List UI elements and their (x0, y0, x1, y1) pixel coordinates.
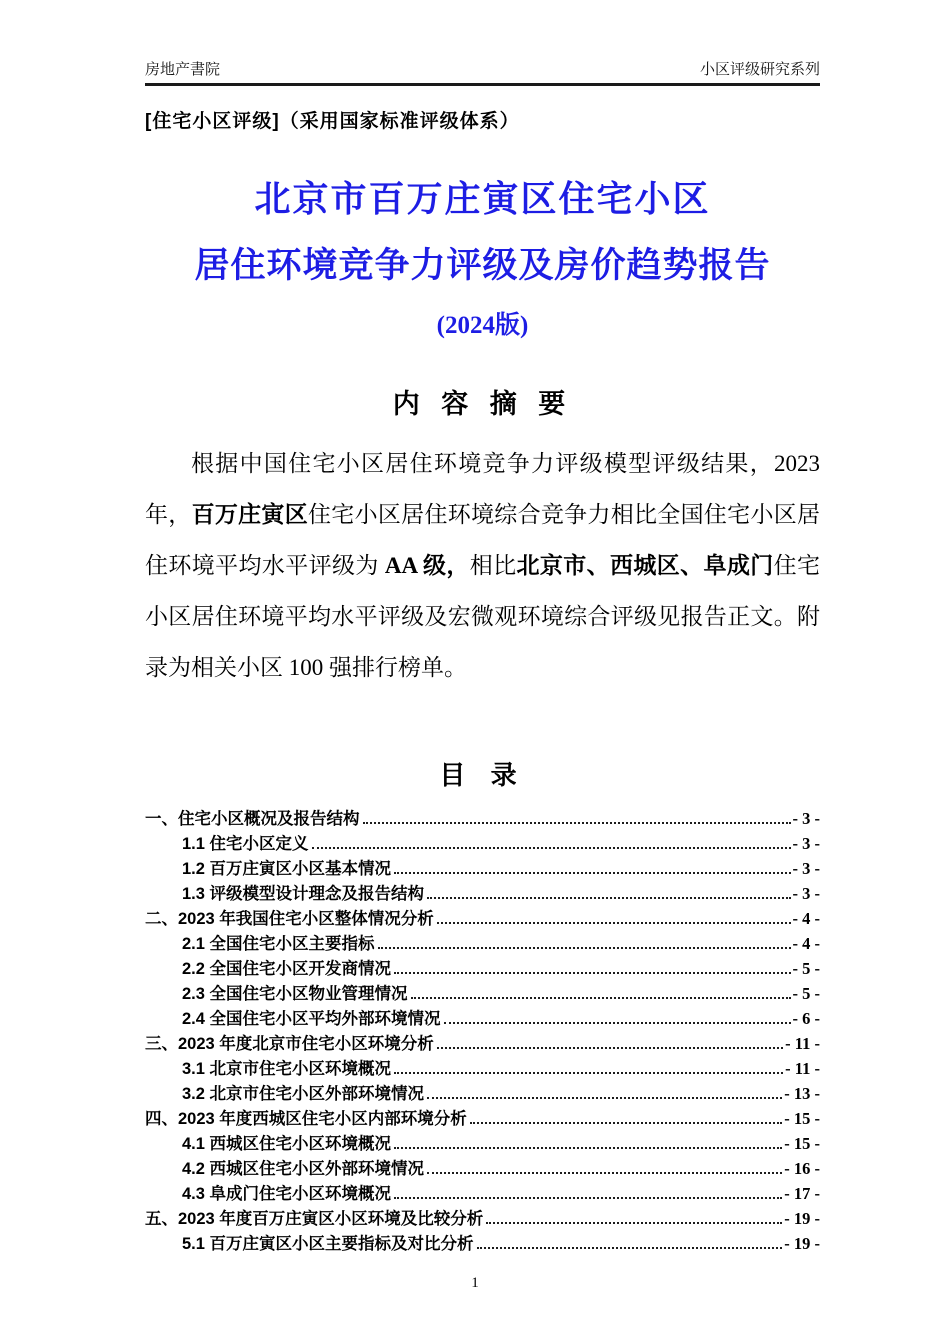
header-right-text: 小区评级研究系列 (699, 61, 820, 78)
toc-entry-page: - 3 - (792, 809, 820, 828)
toc-entry-label: 4.3 阜成门住宅小区环境概况 (182, 1185, 392, 1203)
toc-entry-page: - 5 - (792, 984, 820, 1003)
summary-segment: 住宅小区居住环境综合竞争力相比全国住宅小区居住环境平均水平评级为 (145, 502, 821, 578)
toc-entry-label: 2.4 全国住宅小区平均外部环境情况 (182, 1010, 441, 1028)
toc-entry-page: - 3 - (792, 884, 820, 903)
toc-entry-page: - 11 - (785, 1034, 820, 1053)
toc-entry[interactable] (145, 831, 820, 856)
toc-entry-label: 四、2023 年度西城区住宅小区内部环境分析 (145, 1110, 467, 1128)
toc-leader-dots (470, 1122, 782, 1124)
toc-entry-page: - 11 - (785, 1059, 820, 1078)
summary-segment: AA 级， (384, 553, 470, 578)
summary-heading: 内 容 摘 要 (392, 389, 573, 419)
toc-leader-dots (363, 822, 791, 824)
toc-leader-dots (437, 1047, 783, 1049)
document-header (145, 58, 820, 86)
summary-segment: 住宅小区居住环境平均水平评级及宏微观环境综合评级见报告正文。附录为相关小区 100 强排行榜单。 (145, 553, 821, 680)
toc-leader-dots (427, 897, 790, 899)
toc-leader-dots (486, 1222, 782, 1224)
toc-entry[interactable] (145, 1181, 820, 1206)
toc-entry-label: 五、2023 年度百万庄寅区小区环境及比较分析 (145, 1210, 484, 1228)
header-left-text: 房地产書院 (145, 61, 221, 78)
toc-heading: 目 录 (439, 760, 526, 790)
toc-entry[interactable] (145, 1206, 820, 1231)
toc-entry[interactable] (145, 1006, 820, 1031)
toc-entry-page: - 5 - (792, 959, 820, 978)
toc-entry[interactable] (145, 1031, 820, 1056)
rating-system-subtitle: [住宅小区评级]（采用国家标准评级体系） (145, 111, 520, 132)
toc-entry-label: 一、住宅小区概况及报告结构 (145, 810, 360, 828)
toc-entry-label: 4.2 西城区住宅小区外部环境情况 (182, 1160, 425, 1178)
toc-leader-dots (394, 1197, 782, 1199)
toc-entry-page: - 17 - (784, 1184, 820, 1203)
summary-segment: 百万庄寅区 (191, 502, 309, 527)
toc-entry-label: 1.1 住宅小区定义 (182, 835, 309, 853)
toc-leader-dots (394, 872, 790, 874)
toc-entry[interactable] (145, 1131, 820, 1156)
toc-entry[interactable] (145, 881, 820, 906)
toc-entry[interactable] (145, 1106, 820, 1131)
toc-leader-dots (394, 1147, 782, 1149)
report-title-edition: (2024版) (436, 312, 529, 339)
toc-list (145, 806, 820, 1256)
toc-entry-label: 2.3 全国住宅小区物业管理情况 (182, 985, 408, 1003)
toc-entry[interactable] (145, 1056, 820, 1081)
toc-entry[interactable] (145, 906, 820, 931)
summary-segment: 根据中国住宅小区居住环境竞争力评级模型评级结果，2023 年， (145, 451, 820, 527)
toc-entry-label: 3.2 北京市住宅小区外部环境情况 (182, 1085, 425, 1103)
toc-leader-dots (394, 1072, 783, 1074)
report-title-line2: 居住环境竞争力评级及房价趋势报告 (194, 246, 771, 285)
toc-entry-page: - 3 - (792, 834, 820, 853)
toc-entry-page: - 6 - (792, 1009, 820, 1028)
toc-leader-dots (444, 1022, 791, 1024)
toc-entry[interactable] (145, 806, 820, 831)
toc-leader-dots (437, 922, 791, 924)
toc-entry-label: 二、2023 年我国住宅小区整体情况分析 (145, 910, 434, 928)
toc-entry[interactable] (145, 956, 820, 981)
toc-entry[interactable] (145, 981, 820, 1006)
toc-leader-dots (378, 947, 791, 949)
toc-leader-dots (427, 1172, 782, 1174)
toc-entry-page: - 4 - (792, 934, 820, 953)
toc-leader-dots (394, 972, 790, 974)
report-title-line1: 北京市百万庄寅区住宅小区 (254, 179, 711, 219)
toc-entry[interactable] (145, 1081, 820, 1106)
toc-entry-page: - 13 - (784, 1084, 820, 1103)
summary-paragraph (145, 438, 820, 693)
toc-entry-label: 1.2 百万庄寅区小区基本情况 (182, 860, 392, 878)
toc-entry-page: - 15 - (784, 1134, 820, 1153)
toc-leader-dots (477, 1247, 783, 1249)
toc-entry-page: - 3 - (792, 859, 820, 878)
toc-entry[interactable] (145, 1231, 820, 1256)
title-block (145, 181, 820, 338)
toc-entry-page: - 4 - (792, 909, 820, 928)
toc-entry-page: - 15 - (784, 1109, 820, 1128)
toc-entry-page: - 19 - (784, 1209, 820, 1228)
toc-leader-dots (312, 847, 791, 849)
toc-leader-dots (411, 997, 791, 999)
toc-entry[interactable] (145, 1156, 820, 1181)
toc-entry-page: - 16 - (784, 1159, 820, 1178)
toc-entry-label: 5.1 百万庄寅区小区主要指标及对比分析 (182, 1235, 474, 1253)
toc-entry-page: - 19 - (784, 1234, 820, 1253)
toc-entry-label: 三、2023 年度北京市住宅小区环境分析 (145, 1035, 434, 1053)
toc-entry-label: 1.3 评级模型设计理念及报告结构 (182, 885, 425, 903)
toc-entry-label: 2.1 全国住宅小区主要指标 (182, 935, 375, 953)
summary-segment: 北京市、西城区、阜成门 (516, 553, 774, 578)
toc-entry-label: 3.1 北京市住宅小区环境概况 (182, 1060, 392, 1078)
toc-leader-dots (427, 1097, 782, 1099)
toc-entry-label: 4.1 西城区住宅小区环境概况 (182, 1135, 392, 1153)
toc-entry[interactable] (145, 931, 820, 956)
toc-entry-label: 2.2 全国住宅小区开发商情况 (182, 960, 392, 978)
page-number: 1 (471, 1275, 479, 1291)
summary-segment: 相比 (469, 553, 517, 578)
toc-entry[interactable] (145, 856, 820, 881)
